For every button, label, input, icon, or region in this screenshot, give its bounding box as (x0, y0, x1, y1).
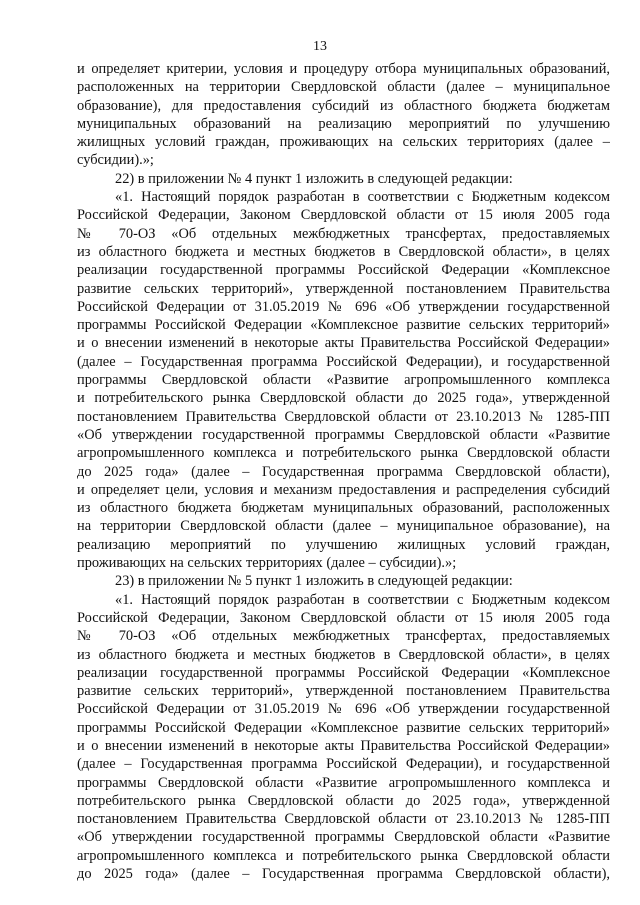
text-line: развитие сельских территорий», утвержденной постановлением Правительства (77, 683, 610, 700)
text-line: 22) в приложении № 4 пункт 1 изложить в следующей редакции: (115, 170, 513, 187)
text-line: и о внесении изменений в некоторые акты Правительства Российской Федерации» (77, 335, 610, 352)
text-line: постановлением Правительства Свердловской области от 23.10.2013 № 1285-ПП (77, 811, 610, 828)
text-line: из областного бюджета бюджетам муниципальных образований, расположенных (77, 500, 610, 517)
text-line: проживающих на сельских территориях (далее – субсидии).»; (77, 555, 457, 572)
text-line: реализации государственной программы Российской Федерации «Комплексное (77, 664, 610, 681)
text-line: «Об утверждении государственной программы Свердловской области «Развитие (77, 829, 610, 846)
text-line: на территории Свердловской области (далее – муниципальное образование), на (77, 518, 610, 535)
text-line: реализацию мероприятий по улучшению жилищных условий граждан, (77, 536, 610, 553)
text-line: расположенных на территории Свердловской области (далее – муниципальное (77, 79, 610, 96)
text-line: программы Российской Федерации «Комплексное развитие сельских территорий» (77, 719, 610, 736)
text-line: потребительского рынка Свердловской области до 2025 года», утвержденной (77, 792, 610, 809)
text-line: Российской Федерации, Законом Свердловской области от 15 июля 2005 года (77, 207, 610, 224)
text-line: реализации государственной программы Российской Федерации «Комплексное (77, 262, 610, 279)
text-line: субсидии).»; (77, 152, 154, 169)
text-line: и определяет критерии, условия и процедуру отбора муниципальных образований, (77, 61, 610, 77)
text-line: (далее – Государственная программа Российской Федерации), и государственной (77, 756, 610, 773)
text-line: из областного бюджета и местных бюджетов в Свердловской области», в целях (77, 646, 610, 663)
text-line: № 70-ОЗ «Об отдельных межбюджетных трансфертах, предоставляемых (77, 628, 610, 645)
text-line: и потребительского рынка Свердловской области до 2025 года», утвержденной (77, 390, 610, 407)
text-line: и определяет цели, условия и механизм предоставления и распределения субсидий (77, 481, 610, 498)
text-line: Российской Федерации от 31.05.2019 № 696 «Об утверждении государственной (77, 701, 610, 718)
text-line: образование), для предоставления субсидий из областного бюджета бюджетам (77, 97, 610, 114)
text-line: и о внесении изменений в некоторые акты Правительства Российской Федерации» (77, 737, 610, 754)
text-line: программы Свердловской области «Развитие агропромышленного комплекса и (77, 774, 610, 791)
document-body (77, 60, 610, 883)
page-number: 13 (313, 39, 327, 54)
text-line: из областного бюджета и местных бюджетов в Свердловской области», в целях (77, 243, 610, 260)
text-line: программы Российской Федерации «Комплексное развитие сельских территорий» (77, 317, 610, 334)
text-line: «1. Настоящий порядок разработан в соответствии с Бюджетным кодексом (115, 189, 610, 206)
text-line: Российской Федерации, Законом Свердловской области от 15 июля 2005 года (77, 609, 610, 626)
text-line: Российской Федерации от 31.05.2019 № 696 «Об утверждении государственной (77, 298, 610, 315)
text-line: до 2025 года» (далее – Государственная программа Свердловской области), (77, 866, 610, 883)
text-line: агропромышленного комплекса и потребительского рынка Свердловской области (77, 445, 610, 462)
text-line: программы Свердловской области «Развитие агропромышленного комплекса (77, 372, 610, 389)
text-line: постановлением Правительства Свердловской области от 23.10.2013 № 1285-ПП (77, 408, 610, 425)
text-line: № 70-ОЗ «Об отдельных межбюджетных трансфертах, предоставляемых (77, 225, 610, 242)
text-line: жилищных условий граждан, проживающих на сельских территориях (далее – (77, 134, 610, 151)
text-line: агропромышленного комплекса и потребительского рынка Свердловской области (77, 847, 610, 864)
text-line: развитие сельских территорий», утвержденной постановлением Правительства (77, 280, 610, 297)
text-line: (далее – Государственная программа Российской Федерации), и государственной (77, 353, 610, 370)
text-line: до 2025 года» (далее – Государственная программа Свердловской области), (77, 463, 610, 480)
text-line: 23) в приложении № 5 пункт 1 изложить в следующей редакции: (115, 573, 513, 590)
text-line: «1. Настоящий порядок разработан в соответствии с Бюджетным кодексом (115, 591, 610, 608)
text-line: муниципальных образований на реализацию мероприятий по улучшению (77, 115, 610, 132)
text-line: «Об утверждении государственной программы Свердловской области «Развитие (77, 426, 610, 443)
